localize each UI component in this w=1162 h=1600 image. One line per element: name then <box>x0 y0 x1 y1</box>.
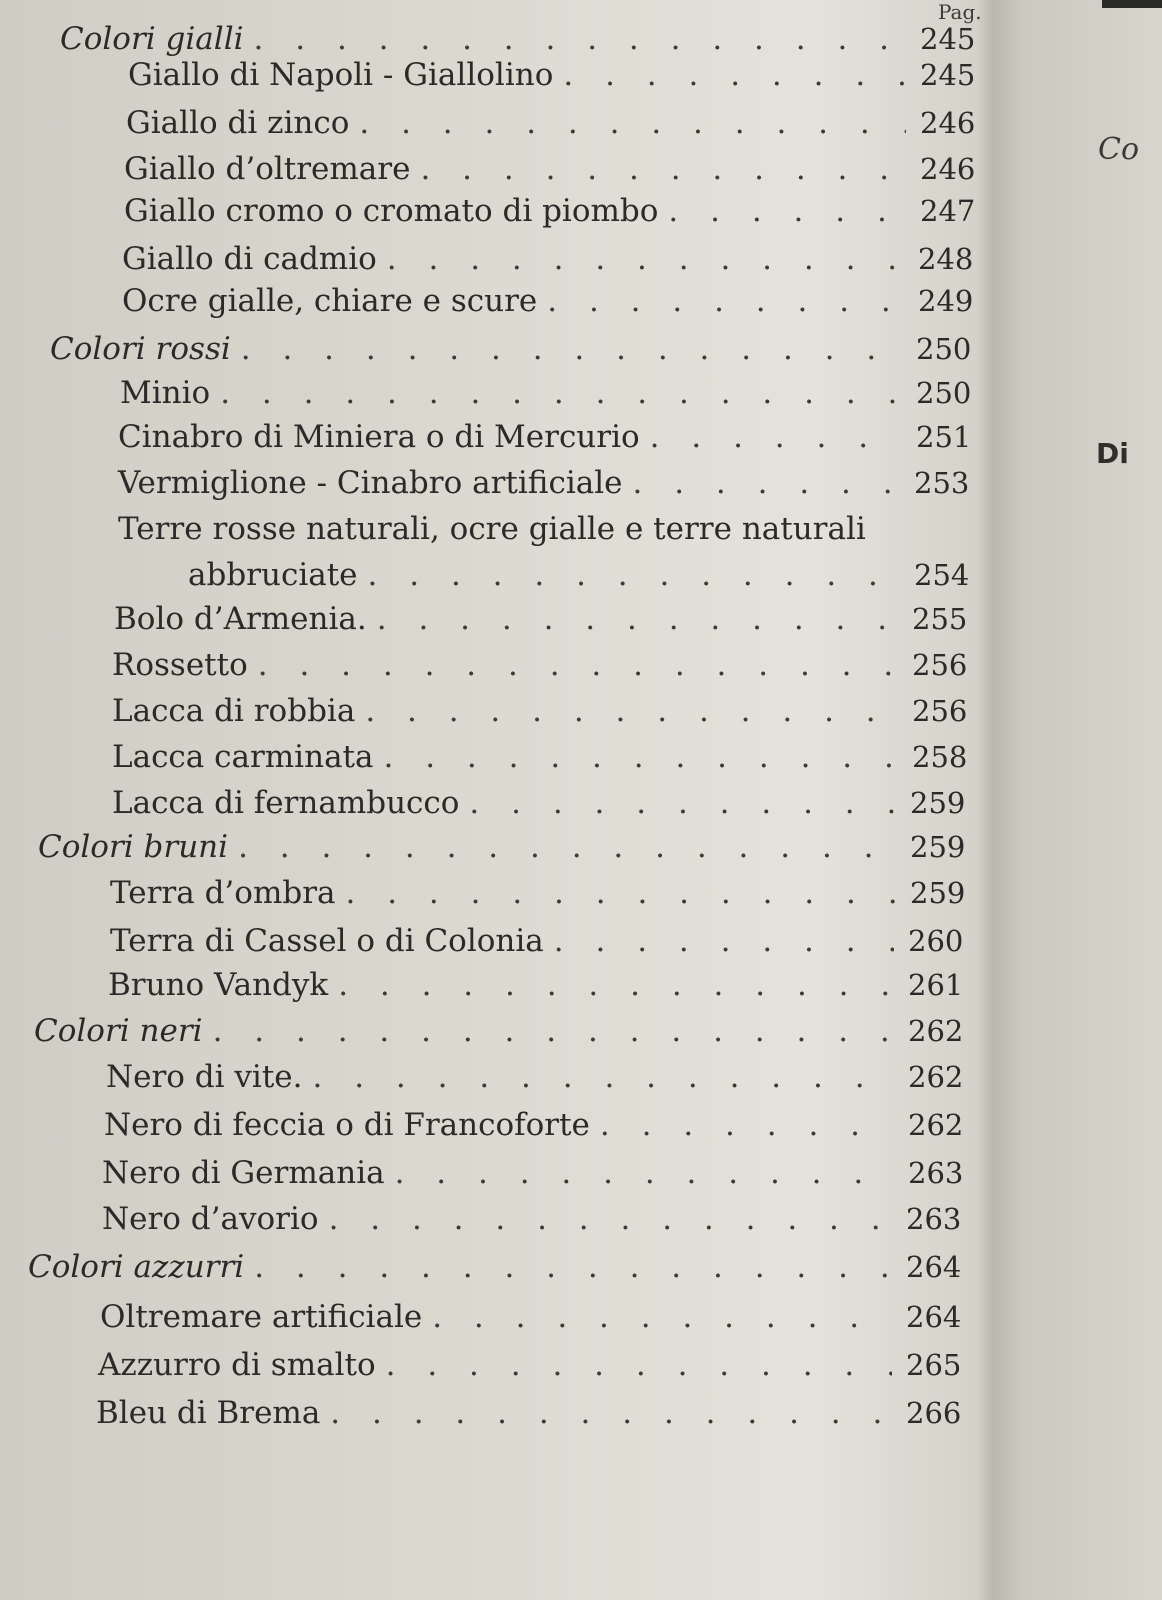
toc-entry-title: Colori bruni <box>38 829 229 865</box>
toc-leader-dots <box>248 650 898 681</box>
toc-leader-dots <box>303 1062 894 1093</box>
toc-entry-title: Colori gialli <box>60 21 244 57</box>
toc-leader-dots <box>590 1110 894 1141</box>
toc-entry-title: Nero di feccia o di Francoforte <box>104 1107 590 1143</box>
toc-item <box>112 647 968 683</box>
toc-leader-dots <box>358 560 900 591</box>
toc-leader-dots <box>328 970 894 1001</box>
toc-leader-dots <box>537 286 904 317</box>
toc-entry-title: Oltremare artificiale <box>100 1299 423 1335</box>
toc-page-number: 246 <box>920 152 976 186</box>
toc-page-number: 245 <box>920 22 976 56</box>
toc-leader-dots <box>244 24 906 55</box>
toc-page-number: 258 <box>912 740 968 774</box>
toc-page-number: 262 <box>908 1108 964 1142</box>
toc-entry-title: Nero di Germania <box>102 1155 385 1191</box>
toc-leader-dots <box>459 788 896 819</box>
toc-item <box>126 105 976 141</box>
toc-entry-title: abbruciate <box>188 557 358 593</box>
toc-entry-title: Lacca di fernambucco <box>112 785 460 821</box>
toc-item <box>112 785 966 821</box>
toc-page-number: 246 <box>920 106 976 140</box>
toc-item <box>104 1107 964 1143</box>
toc-item <box>98 1347 962 1383</box>
right-page-top-rule <box>1102 0 1162 8</box>
pag-header: Pag. <box>938 0 982 24</box>
toc-page-number: 256 <box>912 694 968 728</box>
toc-page-number: 248 <box>918 242 974 276</box>
toc-item <box>110 923 964 959</box>
toc-page-number: 262 <box>908 1014 964 1048</box>
toc-page-number: 249 <box>918 284 974 318</box>
toc-leader-dots <box>553 60 906 91</box>
toc-page-number: 265 <box>906 1348 962 1382</box>
toc-page-number: 245 <box>920 58 976 92</box>
toc-page-number: 253 <box>914 466 970 500</box>
toc-item <box>106 1059 964 1095</box>
toc-item <box>110 875 966 911</box>
toc-leader-dots <box>640 422 902 453</box>
toc-item <box>108 967 964 1003</box>
toc-item <box>100 1299 962 1335</box>
toc-entry-title-line1: Terre rosse naturali, ocre gialle e terre naturali <box>118 511 866 547</box>
toc-entry-title: Giallo cromo o cromato di piombo <box>124 193 659 229</box>
toc-entry-title: Rossetto <box>112 647 248 683</box>
toc-leader-dots <box>203 1016 894 1047</box>
toc-page-number: 256 <box>912 648 968 682</box>
toc-entry-title: Lacca carminata <box>112 739 374 775</box>
toc-leader-dots <box>244 1252 892 1283</box>
toc-section <box>28 1249 962 1285</box>
toc-entry-title: Giallo d’oltremare <box>124 151 411 187</box>
toc-page-number: 260 <box>908 924 964 958</box>
toc-leader-dots <box>210 378 902 409</box>
toc-entry-title: Azzurro di smalto <box>98 1347 376 1383</box>
toc-entry-title: Terra di Cassel o di Colonia <box>110 923 544 959</box>
toc-page-number: 266 <box>906 1396 962 1430</box>
toc-page-number: 250 <box>916 376 972 410</box>
toc-leader-dots <box>410 154 906 185</box>
right-page-fragment-bold: Di <box>1096 437 1129 470</box>
toc-entry-title: Cinabro di Miniera o di Mercurio <box>118 419 640 455</box>
toc-item <box>122 241 974 277</box>
toc-section <box>38 829 966 865</box>
toc-entry-title: Minio <box>120 375 211 411</box>
toc-leader-dots <box>544 926 894 957</box>
toc-item <box>112 739 968 775</box>
toc-entry-title: Bleu di Brema <box>96 1395 321 1431</box>
toc-item <box>124 193 976 229</box>
toc-section <box>34 1013 964 1049</box>
toc-leader-dots <box>385 1158 894 1189</box>
toc-page-number: 262 <box>908 1060 964 1094</box>
toc-leader-dots <box>336 878 897 909</box>
toc-item <box>114 601 968 637</box>
toc-entry-title: Bruno Vandyk <box>108 967 329 1003</box>
toc-entry-title: Nero di vite. <box>106 1059 303 1095</box>
toc-entry-title: Lacca di robbia <box>112 693 356 729</box>
toc-leader-dots <box>422 1302 892 1333</box>
toc-page-number: 259 <box>910 830 966 864</box>
toc-leader-dots <box>376 1350 892 1381</box>
toc-item <box>96 1395 962 1431</box>
toc-entry-title: Colori azzurri <box>28 1249 245 1285</box>
toc-page-number: 263 <box>906 1202 962 1236</box>
toc-section <box>60 21 976 57</box>
toc-page-number: 254 <box>914 558 970 592</box>
toc-leader-dots <box>374 742 899 773</box>
toc-item <box>122 283 974 319</box>
toc-leader-dots <box>377 244 904 275</box>
toc-section <box>50 331 972 367</box>
toc-page-number: 259 <box>910 786 966 820</box>
toc-page-number: 255 <box>912 602 968 636</box>
toc-leader-dots <box>228 832 896 863</box>
right-page-fragment-top: Co <box>1098 132 1140 167</box>
toc-item <box>102 1155 964 1191</box>
toc-page-number: 250 <box>916 332 972 366</box>
toc-item <box>120 375 972 411</box>
toc-entry-title: Terra d’ombra <box>110 875 336 911</box>
toc-entry-title: Giallo di zinco <box>126 105 350 141</box>
toc-entry-title: Colori rossi <box>50 331 231 367</box>
toc-page-number: 251 <box>916 420 972 454</box>
toc-item <box>112 693 968 729</box>
toc-entry-title: Bolo d’Armenia. <box>114 601 367 637</box>
toc-leader-dots <box>367 604 898 635</box>
toc-page-number: 263 <box>908 1156 964 1190</box>
right-page-edge <box>1000 0 1162 1600</box>
toc-entry-title: Nero d’avorio <box>102 1201 319 1237</box>
toc-item <box>124 151 976 187</box>
toc-item <box>188 557 970 593</box>
toc-item <box>118 419 972 455</box>
toc-leader-dots <box>319 1204 892 1235</box>
toc-leader-dots <box>231 334 902 365</box>
toc-leader-dots <box>658 196 906 227</box>
toc-page-number: 247 <box>920 194 976 228</box>
toc-leader-dots <box>355 696 898 727</box>
toc-page-number: 261 <box>908 968 964 1002</box>
toc-item <box>118 465 970 501</box>
toc-page-number: 259 <box>910 876 966 910</box>
toc-item <box>102 1201 962 1237</box>
toc-page-number: 264 <box>906 1250 962 1284</box>
toc-leader-dots <box>622 468 900 499</box>
toc-leader-dots <box>349 108 906 139</box>
toc-entry-title: Ocre gialle, chiare e scure <box>122 283 538 319</box>
toc-entry-title: Giallo di cadmio <box>122 241 377 277</box>
toc-entry-title: Vermiglione - Cinabro artificiale <box>118 465 623 501</box>
toc-entry-title: Colori neri <box>34 1013 203 1049</box>
toc-page-number: 264 <box>906 1300 962 1334</box>
toc-item <box>128 57 976 93</box>
toc-entry-title: Giallo di Napoli - Giallolino <box>128 57 554 93</box>
toc-leader-dots <box>320 1398 892 1429</box>
